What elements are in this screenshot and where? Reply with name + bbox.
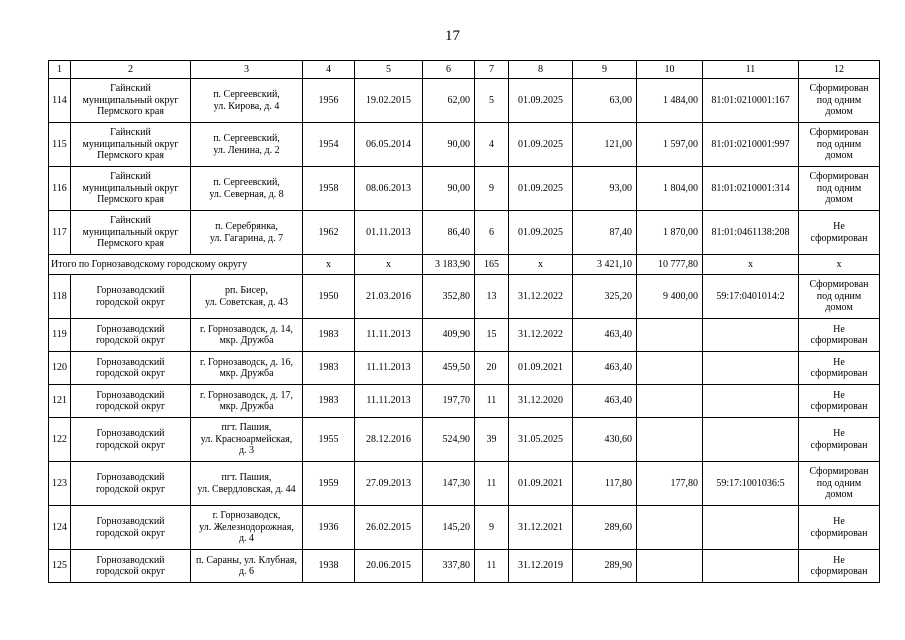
status-cell-line: под одним xyxy=(816,94,862,106)
address-cell xyxy=(191,275,303,319)
header-cell: 2 xyxy=(71,61,191,79)
owner-cell-line: Горнозаводский xyxy=(96,472,165,483)
owner-cell-line: Пермского края xyxy=(97,194,164,206)
year-cell: 1954 xyxy=(303,123,355,167)
date-cell: 26.02.2015 xyxy=(355,506,423,550)
owner-cell xyxy=(71,79,191,123)
deadline-cell: 01.09.2025 xyxy=(509,123,573,167)
owner-cell-line: Пермского края xyxy=(97,238,164,250)
status-cell-line: сформирован xyxy=(810,335,868,346)
table-row xyxy=(49,352,880,385)
owner-cell-line: городской округ xyxy=(95,401,166,412)
row-number-cell: 120 xyxy=(49,352,71,385)
table-row xyxy=(49,385,880,418)
residents-cell: 9 xyxy=(475,167,509,211)
area2-cell: 463,40 xyxy=(573,352,637,385)
area2-cell: 121,00 xyxy=(573,123,637,167)
year-cell: 1936 xyxy=(303,506,355,550)
status-cell-line: под одним xyxy=(816,182,862,194)
deadline-cell: 01.09.2025 xyxy=(509,79,573,123)
status-cell xyxy=(799,385,880,418)
deadline-cell: 31.12.2022 xyxy=(509,275,573,319)
deadline-cell: 31.05.2025 xyxy=(509,418,573,462)
header-cell: 10 xyxy=(637,61,703,79)
year-cell: 1959 xyxy=(303,462,355,506)
owner-cell-line: Пермского края xyxy=(97,150,164,162)
row-number-cell: 124 xyxy=(49,506,71,550)
total-cell: 3 183,90 xyxy=(423,255,475,275)
owner-cell-line: городской округ xyxy=(95,527,166,539)
address-cell xyxy=(191,79,303,123)
land-area-cell: 177,80 xyxy=(637,462,703,506)
land-area-cell xyxy=(637,550,703,583)
address-cell-line: ул. Свердловская, д. 44 xyxy=(197,483,296,495)
area-cell: 147,30 xyxy=(423,462,475,506)
area-cell: 409,90 xyxy=(423,319,475,352)
status-cell-line: сформирован xyxy=(810,401,868,412)
year-cell: 1983 xyxy=(303,385,355,418)
address-cell xyxy=(191,550,303,583)
area2-cell: 463,40 xyxy=(573,385,637,418)
address-cell xyxy=(191,123,303,167)
residents-cell: 4 xyxy=(475,123,509,167)
owner-cell-line: Горнозаводский xyxy=(96,516,165,527)
owner-cell xyxy=(71,462,191,506)
address-cell-line: ул. Красноармейская, xyxy=(200,433,293,445)
residents-cell: 11 xyxy=(475,550,509,583)
date-cell: 06.05.2014 xyxy=(355,123,423,167)
area-cell: 90,00 xyxy=(423,123,475,167)
header-cell: 4 xyxy=(303,61,355,79)
header-cell: 6 xyxy=(423,61,475,79)
area-cell: 62,00 xyxy=(423,79,475,123)
address-cell-line: г. Горнозаводск, д. 14, xyxy=(200,323,293,335)
address-cell-line: г. Горнозаводск, xyxy=(212,510,281,522)
status-cell xyxy=(799,550,880,583)
date-cell: 21.03.2016 xyxy=(355,275,423,319)
status-cell-line: Не xyxy=(833,428,845,439)
cadastral-cell: 81:01:0210001:314 xyxy=(703,167,799,211)
address-cell xyxy=(191,319,303,352)
owner-cell xyxy=(71,275,191,319)
status-cell-line: под одним xyxy=(816,138,862,150)
area2-cell: 117,80 xyxy=(573,462,637,506)
table-row xyxy=(49,506,880,550)
table-row xyxy=(49,275,880,319)
cadastral-cell xyxy=(703,352,799,385)
header-cell: 7 xyxy=(475,61,509,79)
residents-cell: 13 xyxy=(475,275,509,319)
status-cell-line: сформирован xyxy=(810,439,868,451)
status-cell-line: Не xyxy=(833,554,845,566)
residents-cell: 6 xyxy=(475,211,509,255)
area2-cell: 325,20 xyxy=(573,275,637,319)
residents-cell: 39 xyxy=(475,418,509,462)
owner-cell-line: Пермского края xyxy=(97,106,164,118)
deadline-cell: 31.12.2021 xyxy=(509,506,573,550)
land-area-cell: 9 400,00 xyxy=(637,275,703,319)
total-label-cell: Итого по Горнозаводскому городскому округу xyxy=(49,255,303,275)
cadastral-cell: 81:01:0461138:208 xyxy=(703,211,799,255)
residents-cell: 5 xyxy=(475,79,509,123)
area2-cell: 93,00 xyxy=(573,167,637,211)
land-area-cell xyxy=(637,385,703,418)
status-cell-line: Не xyxy=(833,323,845,335)
table-row xyxy=(49,550,880,583)
table-row xyxy=(49,211,880,255)
status-cell xyxy=(799,418,880,462)
total-cell: 3 421,10 xyxy=(573,255,637,275)
status-cell-line: Не xyxy=(833,516,845,527)
table-row xyxy=(49,319,880,352)
status-cell-line: сформирован xyxy=(810,527,868,539)
area-cell: 86,40 xyxy=(423,211,475,255)
header-row xyxy=(49,61,880,79)
land-area-cell xyxy=(637,352,703,385)
status-cell-line: Сформирован xyxy=(809,279,869,291)
header-cell: 3 xyxy=(191,61,303,79)
address-cell-line: мкр. Дружба xyxy=(219,368,274,379)
year-cell: 1958 xyxy=(303,167,355,211)
deadline-cell: 01.09.2025 xyxy=(509,167,573,211)
owner-cell xyxy=(71,211,191,255)
address-cell-line: ул. Кирова, д. 4 xyxy=(213,100,280,112)
header-cell: 12 xyxy=(799,61,880,79)
status-cell-line: домом xyxy=(825,489,853,501)
address-cell-line: п. Серебрянка, xyxy=(215,221,278,232)
address-cell-line: п. Сергеевский, xyxy=(213,133,280,144)
address-cell-line: ул. Советская, д. 43 xyxy=(204,296,289,308)
register-table xyxy=(48,60,880,583)
status-cell-line: Сформирован xyxy=(809,83,869,95)
row-number-cell: 121 xyxy=(49,385,71,418)
owner-cell xyxy=(71,352,191,385)
address-cell-line: п. Сергеевский, xyxy=(213,89,280,100)
header-cell: 5 xyxy=(355,61,423,79)
status-cell xyxy=(799,352,880,385)
owner-cell-line: муниципальный округ xyxy=(82,94,179,106)
header-cell: 9 xyxy=(573,61,637,79)
area-cell: 197,70 xyxy=(423,385,475,418)
address-cell-line: ул. Северная, д. 8 xyxy=(209,188,284,200)
address-cell xyxy=(191,385,303,418)
owner-cell-line: Гайнский xyxy=(110,171,151,183)
cadastral-cell xyxy=(703,418,799,462)
total-row xyxy=(49,255,880,275)
owner-cell-line: Горнозаводский xyxy=(96,285,165,296)
row-number-cell: 117 xyxy=(49,211,71,255)
deadline-cell: 01.09.2021 xyxy=(509,352,573,385)
status-cell-line: Сформирован xyxy=(809,171,869,183)
year-cell: 1962 xyxy=(303,211,355,255)
area2-cell: 289,90 xyxy=(573,550,637,583)
cadastral-cell xyxy=(703,550,799,583)
land-area-cell: 1 870,00 xyxy=(637,211,703,255)
date-cell: 28.12.2016 xyxy=(355,418,423,462)
row-number-cell: 122 xyxy=(49,418,71,462)
table-row xyxy=(49,167,880,211)
owner-cell-line: Горнозаводский xyxy=(96,389,165,401)
owner-cell-line: Гайнский xyxy=(110,127,151,139)
total-cell: х xyxy=(703,255,799,275)
address-cell xyxy=(191,211,303,255)
address-cell-line: рп. Бисер, xyxy=(225,285,268,296)
land-area-cell: 1 484,00 xyxy=(637,79,703,123)
owner-cell-line: муниципальный округ xyxy=(82,138,179,150)
address-cell-line: мкр. Дружба xyxy=(219,335,274,346)
owner-cell-line: Горнозаводский xyxy=(96,323,165,335)
year-cell: 1956 xyxy=(303,79,355,123)
address-cell-line: ул. Железнодорожная, xyxy=(199,521,294,533)
owner-cell xyxy=(71,385,191,418)
row-number-cell: 114 xyxy=(49,79,71,123)
owner-cell xyxy=(71,418,191,462)
date-cell: 20.06.2015 xyxy=(355,550,423,583)
year-cell: 1938 xyxy=(303,550,355,583)
address-cell xyxy=(191,352,303,385)
owner-cell xyxy=(71,550,191,583)
owner-cell-line: Гайнский xyxy=(110,215,151,227)
row-number-cell: 125 xyxy=(49,550,71,583)
date-cell: 19.02.2015 xyxy=(355,79,423,123)
address-cell-line: ул. Ленина, д. 2 xyxy=(213,144,280,156)
deadline-cell: 01.09.2021 xyxy=(509,462,573,506)
row-number-cell: 119 xyxy=(49,319,71,352)
owner-cell-line: городской округ xyxy=(95,368,166,379)
year-cell: 1983 xyxy=(303,352,355,385)
date-cell: 08.06.2013 xyxy=(355,167,423,211)
year-cell: 1983 xyxy=(303,319,355,352)
area2-cell: 430,60 xyxy=(573,418,637,462)
area-cell: 337,80 xyxy=(423,550,475,583)
area2-cell: 63,00 xyxy=(573,79,637,123)
address-cell-line: пгт. Пашия, xyxy=(221,422,272,434)
address-cell xyxy=(191,167,303,211)
page-number: 17 xyxy=(445,28,460,44)
owner-cell-line: Горнозаводский xyxy=(96,554,165,566)
address-cell-line: п. Сергеевский, xyxy=(213,177,280,188)
address-cell-line: г. Горнозаводск, д. 17, xyxy=(200,389,293,401)
owner-cell-line: городской округ xyxy=(95,335,166,346)
owner-cell xyxy=(71,319,191,352)
owner-cell-line: городской округ xyxy=(95,296,166,308)
status-cell-line: Не xyxy=(833,389,845,401)
residents-cell: 20 xyxy=(475,352,509,385)
status-cell xyxy=(799,123,880,167)
status-cell xyxy=(799,506,880,550)
total-cell: х xyxy=(799,255,880,275)
date-cell: 01.11.2013 xyxy=(355,211,423,255)
status-cell xyxy=(799,79,880,123)
owner-cell-line: городской округ xyxy=(95,566,166,577)
total-cell: 165 xyxy=(475,255,509,275)
status-cell-line: домом xyxy=(825,150,853,162)
cadastral-cell: 59:17:0401014:2 xyxy=(703,275,799,319)
address-cell-line: д. 3 xyxy=(238,445,255,457)
cadastral-cell: 81:01:0210001:997 xyxy=(703,123,799,167)
row-number-cell: 118 xyxy=(49,275,71,319)
area-cell: 524,90 xyxy=(423,418,475,462)
status-cell-line: домом xyxy=(825,302,853,314)
owner-cell-line: муниципальный округ xyxy=(82,226,179,238)
status-cell-line: сформирован xyxy=(810,566,868,577)
owner-cell-line: Горнозаводский xyxy=(96,356,165,368)
deadline-cell: 31.12.2019 xyxy=(509,550,573,583)
table-row xyxy=(49,123,880,167)
owner-cell xyxy=(71,506,191,550)
date-cell: 27.09.2013 xyxy=(355,462,423,506)
date-cell: 11.11.2013 xyxy=(355,352,423,385)
row-number-cell: 123 xyxy=(49,462,71,506)
status-cell xyxy=(799,462,880,506)
address-cell-line: пгт. Пашия, xyxy=(221,472,272,483)
address-cell xyxy=(191,462,303,506)
owner-cell xyxy=(71,167,191,211)
table-row xyxy=(49,418,880,462)
area2-cell: 289,60 xyxy=(573,506,637,550)
total-cell: х xyxy=(303,255,355,275)
address-cell-line: п. Сараны, ул. Клубная, xyxy=(195,554,298,566)
cadastral-cell: 59:17:1001036:5 xyxy=(703,462,799,506)
status-cell xyxy=(799,319,880,352)
area-cell: 459,50 xyxy=(423,352,475,385)
table-body xyxy=(49,61,880,583)
land-area-cell xyxy=(637,418,703,462)
area-cell: 352,80 xyxy=(423,275,475,319)
cadastral-cell xyxy=(703,385,799,418)
header-cell: 1 xyxy=(49,61,71,79)
residents-cell: 9 xyxy=(475,506,509,550)
table-row xyxy=(49,79,880,123)
total-cell: 10 777,80 xyxy=(637,255,703,275)
cadastral-cell: 81:01:0210001:167 xyxy=(703,79,799,123)
status-cell xyxy=(799,167,880,211)
status-cell-line: под одним xyxy=(816,477,862,489)
area2-cell: 87,40 xyxy=(573,211,637,255)
status-cell-line: сформирован xyxy=(810,232,868,244)
year-cell: 1950 xyxy=(303,275,355,319)
address-cell-line: ул. Гагарина, д. 7 xyxy=(209,232,284,244)
owner-cell xyxy=(71,123,191,167)
cadastral-cell xyxy=(703,319,799,352)
residents-cell: 11 xyxy=(475,385,509,418)
address-cell-line: г. Горнозаводск, д. 16, xyxy=(200,356,293,368)
deadline-cell: 01.09.2025 xyxy=(509,211,573,255)
area-cell: 145,20 xyxy=(423,506,475,550)
land-area-cell: 1 804,00 xyxy=(637,167,703,211)
header-cell: 11 xyxy=(703,61,799,79)
land-area-cell xyxy=(637,319,703,352)
status-cell-line: Сформирован xyxy=(809,127,869,139)
total-cell: х xyxy=(355,255,423,275)
address-cell-line: д. 6 xyxy=(238,566,255,577)
row-number-cell: 116 xyxy=(49,167,71,211)
land-area-cell: 1 597,00 xyxy=(637,123,703,167)
residents-cell: 15 xyxy=(475,319,509,352)
status-cell-line: Сформирован xyxy=(809,466,869,478)
land-area-cell xyxy=(637,506,703,550)
address-cell xyxy=(191,506,303,550)
status-cell-line: домом xyxy=(825,194,853,206)
date-cell: 11.11.2013 xyxy=(355,319,423,352)
row-number-cell: 115 xyxy=(49,123,71,167)
status-cell-line: сформирован xyxy=(810,368,868,379)
address-cell-line: мкр. Дружба xyxy=(219,401,274,412)
owner-cell-line: муниципальный округ xyxy=(82,182,179,194)
status-cell-line: домом xyxy=(825,106,853,118)
address-cell xyxy=(191,418,303,462)
table-row xyxy=(49,462,880,506)
owner-cell-line: Гайнский xyxy=(110,83,151,95)
header-cell: 8 xyxy=(509,61,573,79)
status-cell-line: Не xyxy=(833,221,845,232)
owner-cell-line: городской округ xyxy=(95,439,166,451)
status-cell xyxy=(799,275,880,319)
status-cell-line: под одним xyxy=(816,290,862,302)
cadastral-cell xyxy=(703,506,799,550)
owner-cell-line: городской округ xyxy=(95,483,166,495)
date-cell: 11.11.2013 xyxy=(355,385,423,418)
address-cell-line: д. 4 xyxy=(238,533,255,545)
total-cell: х xyxy=(509,255,573,275)
area2-cell: 463,40 xyxy=(573,319,637,352)
owner-cell-line: Горнозаводский xyxy=(96,428,165,439)
area-cell: 90,00 xyxy=(423,167,475,211)
status-cell xyxy=(799,211,880,255)
residents-cell: 11 xyxy=(475,462,509,506)
status-cell-line: Не xyxy=(833,356,845,368)
deadline-cell: 31.12.2022 xyxy=(509,319,573,352)
deadline-cell: 31.12.2020 xyxy=(509,385,573,418)
year-cell: 1955 xyxy=(303,418,355,462)
